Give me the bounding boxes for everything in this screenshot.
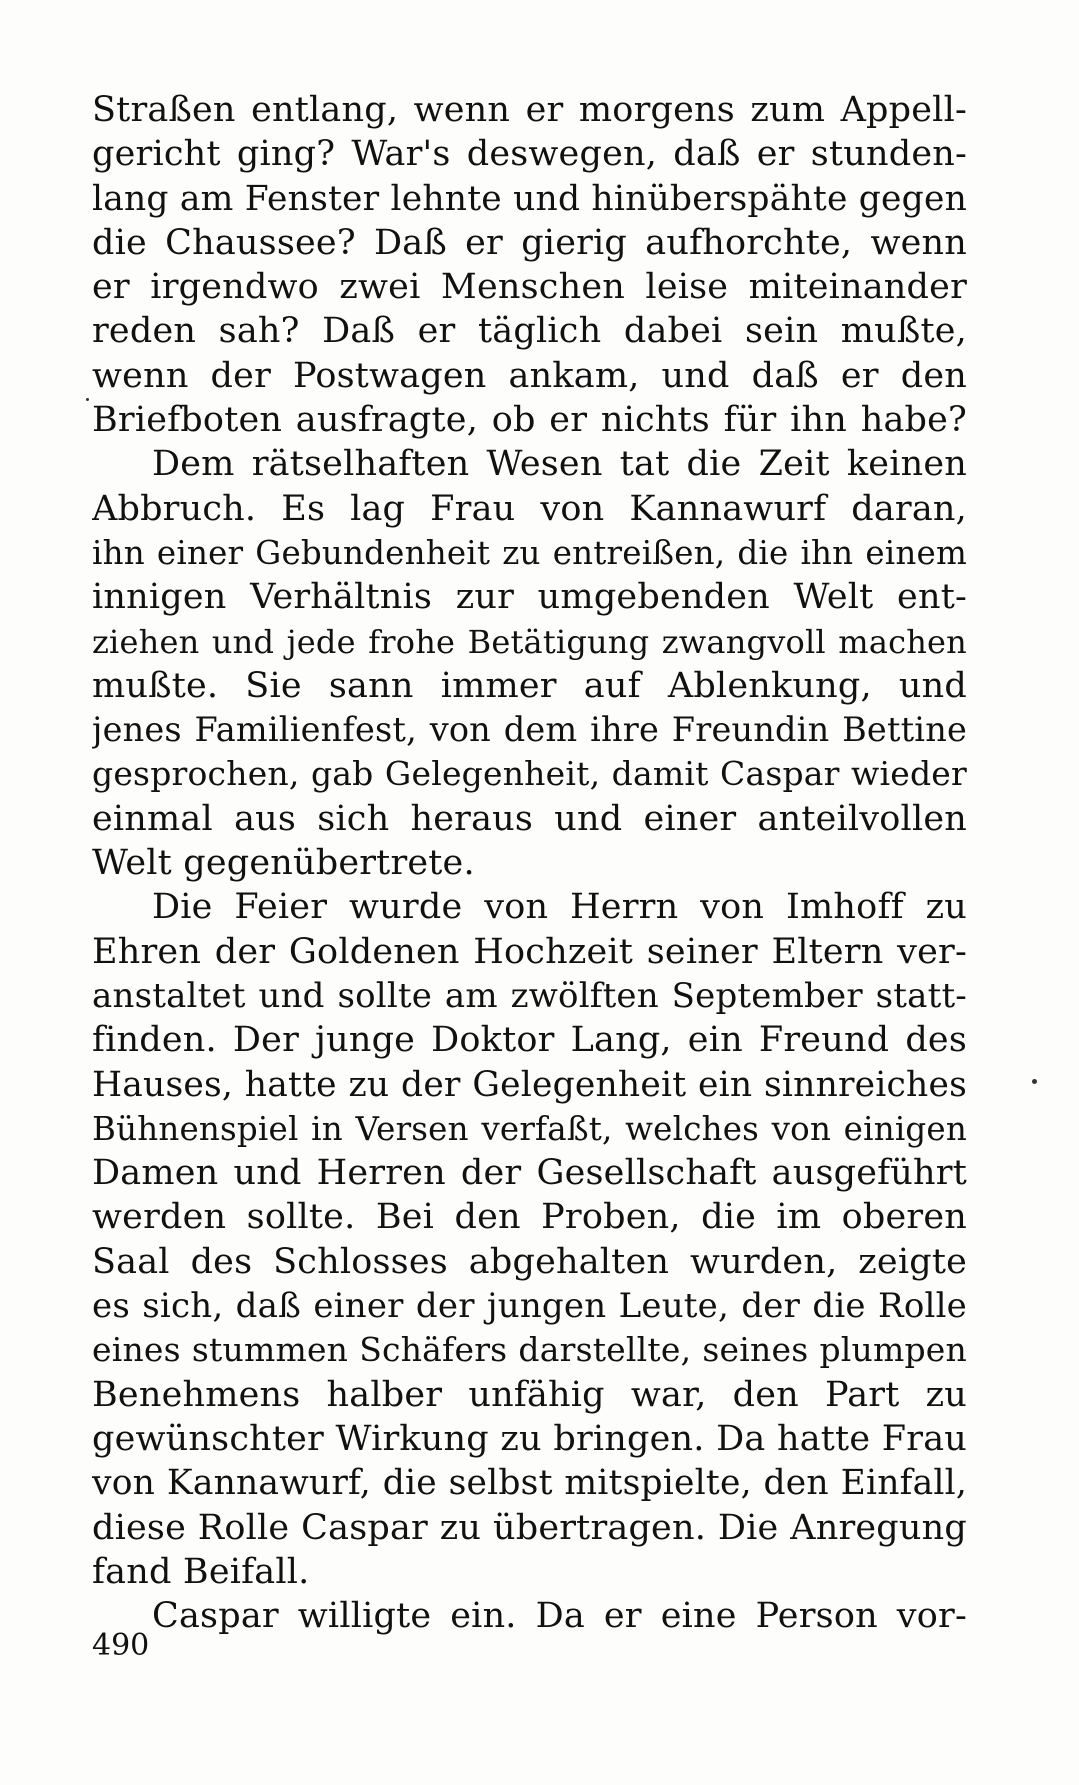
text-line: Dem rätselhaften Wesen tat die Zeit keinen	[152, 444, 967, 485]
text-line: die Chaussee? Daß er gierig aufhorchte, wenn	[92, 222, 967, 263]
text-line: Damen und Herren der Gesellschaft ausgeführt	[92, 1153, 967, 1194]
text-line: einmal aus sich heraus und einer anteilvollen	[92, 798, 967, 839]
text-line: diese Rolle Caspar zu übertragen. Die Anregung	[92, 1507, 967, 1548]
text-line: jenes Familienfest, von dem ihre Freundin Bettine	[92, 710, 967, 750]
text-line: anstaltet und sollte am zwölften September statt-	[92, 975, 967, 1016]
ink-speck	[86, 398, 89, 401]
text-line: ziehen und jede frohe Betätigung zwangvoll machen	[92, 622, 967, 661]
text-line: Briefboten ausfragte, ob er nichts für ihn habe?	[92, 400, 967, 441]
text-line: Saal des Schlosses abgehalten wurden, zeigte	[92, 1241, 967, 1282]
text-line: Straßen entlang, wenn er morgens zum Appell-	[92, 90, 967, 130]
text-line: innigen Verhältnis zur umgebenden Welt ent-	[92, 577, 967, 618]
text-line: wenn der Postwagen ankam, und daß er den	[92, 355, 967, 396]
text-line: Benehmens halber unfähig war, den Part zu	[92, 1374, 967, 1415]
text-line: Caspar willigte ein. Da er eine Person vor-	[152, 1596, 967, 1637]
text-line: lang am Fenster lehnte und hinüberspähte gegen	[92, 178, 967, 219]
text-line: Die Feier wurde von Herrn von Imhoff zu	[152, 887, 967, 928]
page-number: 490	[92, 1628, 150, 1663]
text-line: es sich, daß einer der jungen Leute, der die Rolle	[92, 1286, 967, 1327]
ink-speck	[1032, 1079, 1037, 1084]
text-line: ihn einer Gebundenheit zu entreißen, die ihn einem	[92, 533, 967, 572]
text-line: fand Beifall.	[92, 1551, 310, 1592]
text-line: Bühnenspiel in Versen verfaßt, welches von einigen	[92, 1109, 967, 1148]
text-line: Welt gegenübertrete.	[92, 843, 475, 884]
text-line: gericht ging? War's deswegen, daß er stunden-	[92, 134, 967, 175]
text-line: mußte. Sie sann immer auf Ablenkung, und	[92, 665, 967, 706]
text-line: finden. Der junge Doktor Lang, ein Freund des	[92, 1020, 967, 1061]
body-text	[92, 88, 967, 1638]
text-line: Hauses, hatte zu der Gelegenheit ein sinnreiches	[92, 1064, 967, 1105]
text-line: gesprochen, gab Gelegenheit, damit Caspar wieder	[92, 754, 967, 794]
text-line: er irgendwo zwei Menschen leise miteinander	[92, 267, 967, 308]
text-line: eines stummen Schäfers darstellte, seines plumpen	[92, 1330, 967, 1370]
text-line: Ehren der Goldenen Hochzeit seiner Eltern ver-	[92, 931, 967, 972]
text-line: reden sah? Daß er täglich dabei sein mußte,	[92, 311, 967, 352]
text-line: gewünschter Wirkung zu bringen. Da hatte Frau	[92, 1418, 967, 1459]
text-line: Abbruch. Es lag Frau von Kannawurf daran,	[92, 488, 967, 529]
text-line: werden sollte. Bei den Proben, die im oberen	[92, 1197, 967, 1238]
text-line: von Kannawurf, die selbst mitspielte, den Einfall,	[92, 1463, 967, 1504]
